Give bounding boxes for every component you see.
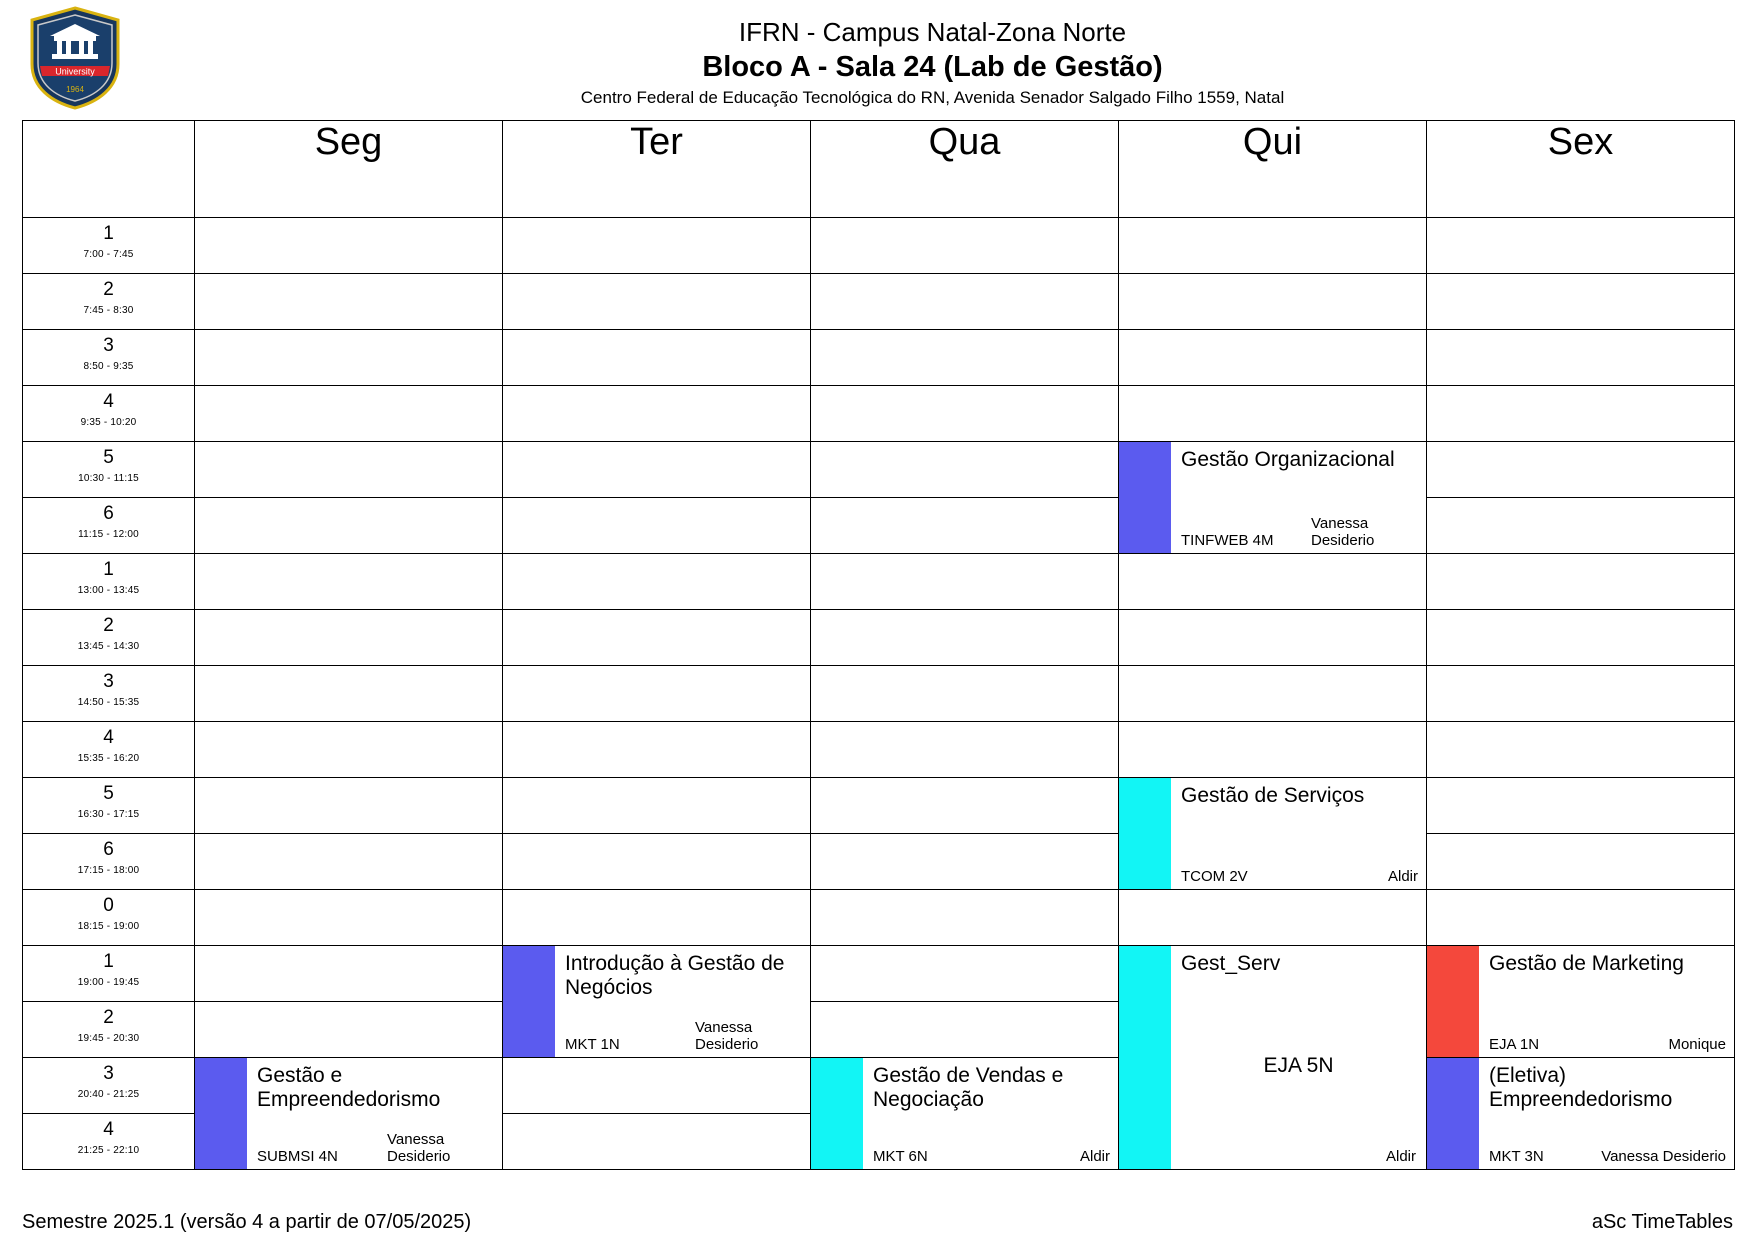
lesson-introducao-gestao-negocios[interactable] <box>503 946 811 1058</box>
slot-qui-1[interactable] <box>1119 218 1427 274</box>
table-row <box>23 1058 1735 1114</box>
lesson-title: (Eletiva) Empreendedorismo <box>1489 1064 1673 1112</box>
slot-seg-11[interactable] <box>195 778 503 834</box>
slot-seg-1[interactable] <box>195 218 503 274</box>
period-number: 0 <box>103 895 114 916</box>
slot-ter-8[interactable] <box>503 610 811 666</box>
slot-seg-9[interactable] <box>195 666 503 722</box>
slot-qua-6[interactable] <box>811 498 1119 554</box>
lesson-color-bar <box>195 1058 247 1169</box>
lesson-color-bar <box>1427 946 1479 1057</box>
slot-sex-1[interactable] <box>1427 218 1735 274</box>
table-row <box>23 834 1735 890</box>
lesson-title: Gestão Organizacional <box>1181 448 1395 471</box>
table-row <box>23 778 1735 834</box>
day-header-qui: Qui <box>1119 121 1427 218</box>
period-number: 5 <box>103 447 114 468</box>
period-cell <box>23 890 195 946</box>
lesson-class: TINFWEB 4M <box>1181 532 1274 549</box>
period-number: 6 <box>103 503 114 524</box>
period-cell <box>23 946 195 1002</box>
period-time: 7:00 - 7:45 <box>83 249 134 260</box>
lesson-gestao-marketing[interactable] <box>1427 946 1735 1058</box>
day-header-qua: Qua <box>811 121 1119 218</box>
slot-ter-11[interactable] <box>503 778 811 834</box>
period-cell <box>23 722 195 778</box>
software-credit: aSc TimeTables <box>1591 1210 1733 1233</box>
lesson-title: Introdução à Gestão de Negócios <box>565 952 785 1000</box>
slot-qua-10[interactable] <box>811 722 1119 778</box>
period-cell <box>23 218 195 274</box>
period-number: 1 <box>103 951 114 972</box>
lesson-title: Gest_Serv <box>1181 952 1281 975</box>
table-row <box>23 330 1735 386</box>
period-number: 4 <box>103 391 114 412</box>
lesson-color-bar <box>503 946 555 1057</box>
lesson-class: EJA 5N <box>1263 1053 1334 1077</box>
lesson-gest-serv-eja[interactable] <box>1119 946 1427 1170</box>
period-time: 7:45 - 8:30 <box>83 305 134 316</box>
period-number: 2 <box>103 279 114 300</box>
lesson-gestao-servicos[interactable] <box>1119 778 1427 890</box>
lesson-gestao-vendas-negociacao[interactable] <box>811 1058 1119 1170</box>
slot-sex-8[interactable] <box>1427 610 1735 666</box>
table-row <box>23 274 1735 330</box>
table-row <box>23 218 1735 274</box>
slot-sex-5[interactable] <box>1427 442 1735 498</box>
slot-qui-9[interactable] <box>1119 666 1427 722</box>
slot-ter-7[interactable] <box>503 554 811 610</box>
slot-qua-12[interactable] <box>811 834 1119 890</box>
lesson-teacher: Vanessa Desiderio <box>695 1019 759 1053</box>
slot-seg-5[interactable] <box>195 442 503 498</box>
slot-qua-13[interactable] <box>811 890 1119 946</box>
period-time: 13:00 - 13:45 <box>77 585 140 596</box>
lesson-class: EJA 1N <box>1489 1036 1540 1053</box>
slot-qua-14[interactable] <box>811 946 1119 1002</box>
period-cell <box>23 834 195 890</box>
slot-sex-6[interactable] <box>1427 498 1735 554</box>
lesson-title: Gestão e Empreendedorismo <box>257 1064 441 1112</box>
period-number: 1 <box>103 559 114 580</box>
slot-seg-8[interactable] <box>195 610 503 666</box>
grid-corner <box>23 121 195 218</box>
lesson-class: MKT 1N <box>565 1036 620 1053</box>
period-cell <box>23 1114 195 1170</box>
day-header-sex: Sex <box>1427 121 1735 218</box>
period-cell <box>23 442 195 498</box>
table-row <box>23 554 1735 610</box>
slot-qui-7[interactable] <box>1119 554 1427 610</box>
period-time: 17:15 - 18:00 <box>77 865 140 876</box>
slot-sex-13[interactable] <box>1427 890 1735 946</box>
slot-sex-3[interactable] <box>1427 330 1735 386</box>
period-cell <box>23 1058 195 1114</box>
lesson-color-bar <box>811 1058 863 1169</box>
period-cell <box>23 330 195 386</box>
lesson-teacher: Vanessa Desiderio <box>1601 1148 1726 1165</box>
page-footer <box>22 1209 1733 1235</box>
day-header-seg: Seg <box>195 121 503 218</box>
period-time: 8:50 - 9:35 <box>83 361 134 372</box>
slot-qua-15[interactable] <box>811 1002 1119 1058</box>
slot-seg-7[interactable] <box>195 554 503 610</box>
timetable-grid <box>22 120 1735 1170</box>
period-number: 3 <box>103 671 114 692</box>
period-cell <box>23 778 195 834</box>
slot-qua-4[interactable] <box>811 386 1119 442</box>
semester-label: Semestre 2025.1 (versão 4 a partir de 07/05/2025) <box>22 1210 472 1233</box>
period-cell <box>23 274 195 330</box>
period-time: 21:25 - 22:10 <box>77 1145 140 1156</box>
lesson-eletiva-empreendedorismo[interactable] <box>1427 1058 1735 1170</box>
period-time: 10:30 - 11:15 <box>78 473 139 484</box>
period-time: 20:40 - 21:25 <box>77 1089 140 1100</box>
day-header-ter: Ter <box>503 121 811 218</box>
period-cell <box>23 386 195 442</box>
slot-ter-9[interactable] <box>503 666 811 722</box>
lesson-teacher: Aldir <box>1385 1148 1416 1165</box>
slot-sex-12[interactable] <box>1427 834 1735 890</box>
lesson-title: Gestão de Serviços <box>1181 784 1365 807</box>
slot-qua-7[interactable] <box>811 554 1119 610</box>
period-number: 4 <box>103 727 114 748</box>
svg-text:1964: 1964 <box>66 85 84 94</box>
slot-qua-2[interactable] <box>811 274 1119 330</box>
slot-sex-4[interactable] <box>1427 386 1735 442</box>
slot-ter-10[interactable] <box>503 722 811 778</box>
school-logo <box>28 6 122 110</box>
slot-seg-4[interactable] <box>195 386 503 442</box>
lesson-color-bar <box>1119 778 1171 889</box>
slot-qua-1[interactable] <box>811 218 1119 274</box>
slot-ter-6[interactable] <box>503 498 811 554</box>
lesson-gestao-empreendedorismo[interactable] <box>195 1058 503 1170</box>
table-row <box>23 890 1735 946</box>
period-time: 16:30 - 17:15 <box>77 809 140 820</box>
period-number: 2 <box>103 615 114 636</box>
slot-qua-5[interactable] <box>811 442 1119 498</box>
slot-seg-13[interactable] <box>195 890 503 946</box>
period-time: 13:45 - 14:30 <box>77 641 140 652</box>
slot-sex-2[interactable] <box>1427 274 1735 330</box>
period-time: 19:45 - 20:30 <box>77 1033 140 1044</box>
slot-ter-2[interactable] <box>503 274 811 330</box>
period-time: 18:15 - 19:00 <box>77 921 140 932</box>
lesson-class: TCOM 2V <box>1181 868 1248 885</box>
period-cell <box>23 666 195 722</box>
slot-seg-14[interactable] <box>195 946 503 1002</box>
page-title: Bloco A - Sala 24 (Lab de Gestão) <box>702 50 1163 83</box>
slot-ter-12[interactable] <box>503 834 811 890</box>
lesson-color-bar <box>1119 946 1171 1169</box>
period-number: 2 <box>103 1007 114 1028</box>
period-number: 6 <box>103 839 114 860</box>
lesson-gestao-organizacional[interactable] <box>1119 442 1427 554</box>
slot-ter-17[interactable] <box>503 1114 811 1170</box>
slot-ter-16[interactable] <box>503 1058 811 1114</box>
slot-seg-12[interactable] <box>195 834 503 890</box>
slot-sex-11[interactable] <box>1427 778 1735 834</box>
slot-sex-10[interactable] <box>1427 722 1735 778</box>
slot-qui-2[interactable] <box>1119 274 1427 330</box>
slot-seg-3[interactable] <box>195 330 503 386</box>
period-time: 15:35 - 16:20 <box>77 753 140 764</box>
table-header-row <box>23 121 1735 218</box>
slot-ter-1[interactable] <box>503 218 811 274</box>
lesson-class: MKT 6N <box>873 1148 928 1165</box>
slot-qua-8[interactable] <box>811 610 1119 666</box>
period-number: 3 <box>103 1063 114 1084</box>
page-header <box>0 0 1755 120</box>
slot-qui-8[interactable] <box>1119 610 1427 666</box>
period-cell <box>23 1002 195 1058</box>
lesson-title: Gestão de Vendas e Negociação <box>873 1064 1064 1112</box>
lesson-color-bar <box>1119 442 1171 553</box>
slot-qui-13[interactable] <box>1119 890 1427 946</box>
school-address: Centro Federal de Educação Tecnológica do RN, Avenida Senador Salgado Filho 1559, Natal <box>580 87 1285 107</box>
lesson-teacher: Aldir <box>1387 868 1418 885</box>
lesson-title: Gestão de Marketing <box>1489 952 1684 975</box>
lesson-teacher: Vanessa Desiderio <box>1311 515 1375 549</box>
period-time: 11:15 - 12:00 <box>78 529 139 540</box>
table-row <box>23 610 1735 666</box>
slot-qua-9[interactable] <box>811 666 1119 722</box>
period-cell <box>23 554 195 610</box>
period-time: 14:50 - 15:35 <box>77 697 140 708</box>
lesson-teacher: Aldir <box>1079 1148 1110 1165</box>
school-name: IFRN - Campus Natal-Zona Norte <box>738 17 1127 47</box>
period-cell <box>23 610 195 666</box>
slot-seg-6[interactable] <box>195 498 503 554</box>
slot-qui-4[interactable] <box>1119 386 1427 442</box>
table-row <box>23 386 1735 442</box>
table-row <box>23 498 1735 554</box>
lesson-class: SUBMSI 4N <box>257 1148 338 1165</box>
slot-qui-3[interactable] <box>1119 330 1427 386</box>
slot-sex-9[interactable] <box>1427 666 1735 722</box>
lesson-class: MKT 3N <box>1489 1148 1544 1165</box>
slot-sex-7[interactable] <box>1427 554 1735 610</box>
lesson-color-bar <box>1427 1058 1479 1169</box>
period-number: 5 <box>103 783 114 804</box>
slot-ter-5[interactable] <box>503 442 811 498</box>
slot-ter-4[interactable] <box>503 386 811 442</box>
slot-qui-10[interactable] <box>1119 722 1427 778</box>
slot-ter-13[interactable] <box>503 890 811 946</box>
slot-ter-3[interactable] <box>503 330 811 386</box>
slot-qua-3[interactable] <box>811 330 1119 386</box>
slot-seg-2[interactable] <box>195 274 503 330</box>
logo-text: University <box>55 66 95 77</box>
slot-qua-11[interactable] <box>811 778 1119 834</box>
table-row <box>23 946 1735 1002</box>
slot-seg-10[interactable] <box>195 722 503 778</box>
slot-seg-15[interactable] <box>195 1002 503 1058</box>
period-number: 3 <box>103 335 114 356</box>
lesson-teacher: Vanessa Desiderio <box>387 1131 451 1165</box>
period-time: 9:35 - 10:20 <box>80 417 137 428</box>
period-number: 4 <box>103 1119 114 1140</box>
table-row <box>23 666 1735 722</box>
table-row <box>23 442 1735 498</box>
table-row <box>23 722 1735 778</box>
lesson-teacher: Monique <box>1668 1036 1726 1053</box>
period-cell <box>23 498 195 554</box>
period-number: 1 <box>103 223 114 244</box>
period-time: 19:00 - 19:45 <box>77 977 140 988</box>
